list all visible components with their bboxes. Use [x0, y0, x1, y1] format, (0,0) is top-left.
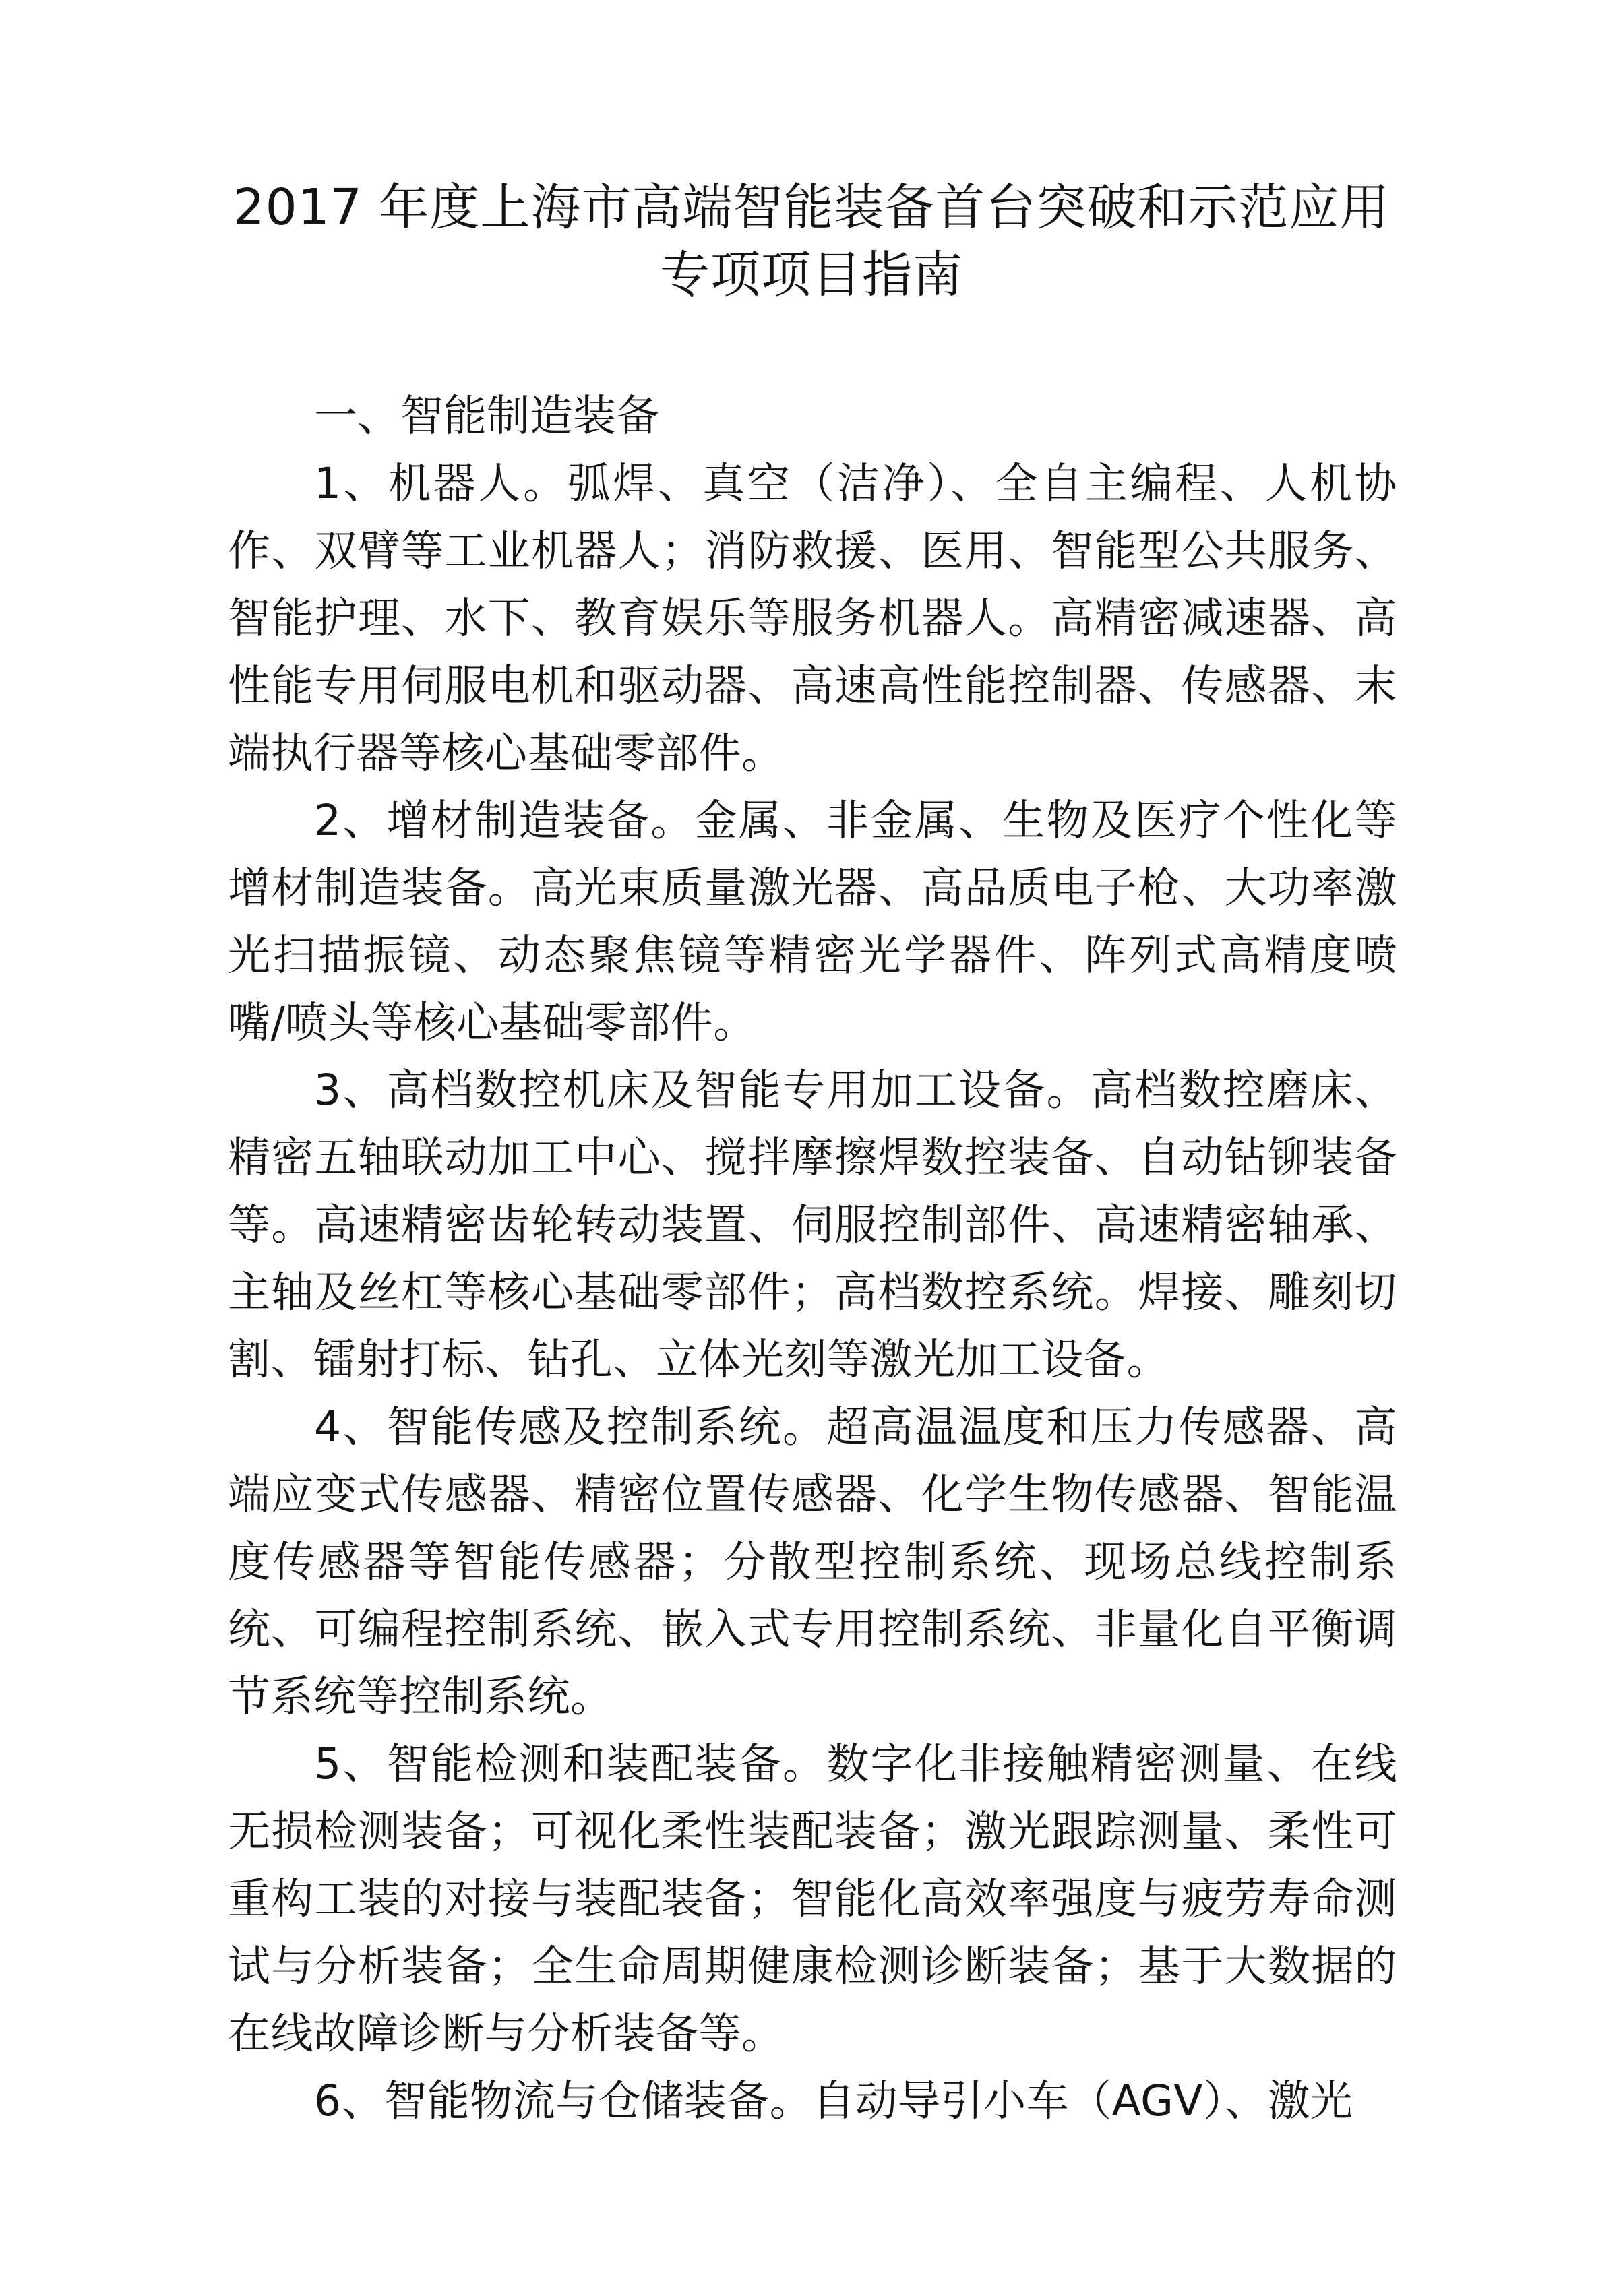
paragraph-logistics-warehousing: 6、智能物流与仓储装备。自动导引小车（AGV）、激光	[314, 2076, 1353, 2126]
document-title-line-2: 专项项目指南	[660, 246, 963, 304]
paragraph-sensing-control: 4、智能传感及控制系统。超高温温度和压力传感器、高端应变式传感器、精密位置传感器、化学生物传感器、智能温度传感器等智能传感器；分散型控制系统、现场总线控制系统、可编程控制系统、嵌入式专用控制系统、非量化自平衡调节系统等控制系统。	[228, 1402, 1397, 1721]
paragraph-cnc-machine-tools: 3、高档数控机床及智能专用加工设备。高档数控磨床、精密五轴联动加工中心、搅拌摩擦焊数控装备、自动钻铆装备等。高速精密齿轮转动装置、伺服控制部件、高速精密轴承、主轴及丝杠等核心基础零部件；高档数控系统。焊接、雕刻切割、镭射打标、钻孔、立体光刻等激光加工设备。	[228, 1065, 1397, 1384]
paragraph-inspection-assembly: 5、智能检测和装配装备。数字化非接触精密测量、在线无损检测装备；可视化柔性装配装备；激光跟踪测量、柔性可重构工装的对接与装配装备；智能化高效率强度与疲劳寿命测试与分析装备；全生命周期健康检测诊断装备；基于大数据的在线故障诊断与分析装备等。	[228, 1739, 1397, 2058]
paragraph-robots: 1、机器人。弧焊、真空（洁净）、全自主编程、人机协作、双臂等工业机器人；消防救援、医用、智能型公共服务、智能护理、水下、教育娱乐等服务机器人。高精密减速器、高性能专用伺服电机和驱动器、高速高性能控制器、传感器、末端执行器等核心基础零部件。	[228, 459, 1397, 778]
paragraph-additive-manufacturing: 2、增材制造装备。金属、非金属、生物及医疗个性化等增材制造装备。高光束质量激光器、高品质电子枪、大功率激光扫描振镜、动态聚焦镜等精密光学器件、阵列式高精度喷嘴/喷头等核心基础零部件。	[228, 796, 1397, 1047]
document-body	[228, 383, 1397, 2135]
document-title-line-1: 2017 年度上海市高端智能装备首台突破和示范应用	[233, 179, 1390, 237]
section-heading: 一、智能制造装备	[314, 392, 659, 441]
